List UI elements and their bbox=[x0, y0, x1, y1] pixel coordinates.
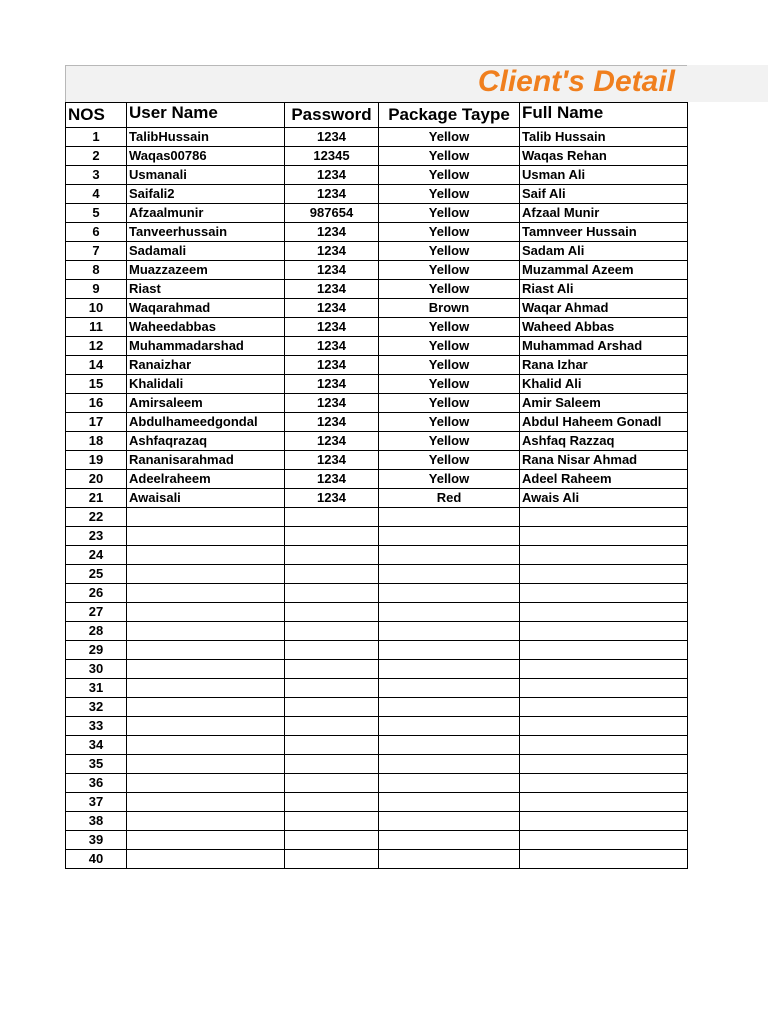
table-row bbox=[66, 660, 688, 679]
table-row bbox=[66, 128, 688, 147]
row-number: 10 bbox=[66, 299, 127, 318]
table-row bbox=[66, 261, 688, 280]
row-number: 40 bbox=[66, 850, 127, 869]
user-name-cell: TalibHussain bbox=[127, 128, 285, 147]
user-name-cell bbox=[127, 679, 285, 698]
full-name-cell: Sadam Ali bbox=[520, 242, 688, 261]
user-name-cell: Sadamali bbox=[127, 242, 285, 261]
package-type-cell: Yellow bbox=[379, 185, 520, 204]
table-row bbox=[66, 831, 688, 850]
package-type-cell bbox=[379, 584, 520, 603]
full-name-cell: Waqas Rehan bbox=[520, 147, 688, 166]
user-name-cell bbox=[127, 527, 285, 546]
table-row bbox=[66, 242, 688, 261]
user-name-cell: Adeelraheem bbox=[127, 470, 285, 489]
table-row bbox=[66, 166, 688, 185]
full-name-cell: Waqar Ahmad bbox=[520, 299, 688, 318]
password-cell bbox=[285, 508, 379, 527]
title-bar-extension bbox=[687, 65, 768, 102]
table-row bbox=[66, 584, 688, 603]
table-row bbox=[66, 812, 688, 831]
package-type-cell: Yellow bbox=[379, 432, 520, 451]
user-name-cell: Saifali2 bbox=[127, 185, 285, 204]
package-type-cell bbox=[379, 527, 520, 546]
header-row bbox=[66, 103, 688, 128]
row-number: 9 bbox=[66, 280, 127, 299]
password-cell: 1234 bbox=[285, 223, 379, 242]
row-number: 1 bbox=[66, 128, 127, 147]
user-name-cell: Amirsaleem bbox=[127, 394, 285, 413]
password-cell: 1234 bbox=[285, 394, 379, 413]
password-cell: 1234 bbox=[285, 166, 379, 185]
password-cell: 1234 bbox=[285, 242, 379, 261]
full-name-cell: Amir Saleem bbox=[520, 394, 688, 413]
full-name-cell bbox=[520, 546, 688, 565]
package-type-cell: Yellow bbox=[379, 147, 520, 166]
password-cell: 987654 bbox=[285, 204, 379, 223]
full-name-cell bbox=[520, 527, 688, 546]
table-row bbox=[66, 793, 688, 812]
password-cell: 12345 bbox=[285, 147, 379, 166]
full-name-cell bbox=[520, 603, 688, 622]
row-number: 38 bbox=[66, 812, 127, 831]
user-name-cell: Tanveerhussain bbox=[127, 223, 285, 242]
full-name-cell bbox=[520, 812, 688, 831]
package-type-cell bbox=[379, 641, 520, 660]
row-number: 34 bbox=[66, 736, 127, 755]
table-row bbox=[66, 755, 688, 774]
row-number: 18 bbox=[66, 432, 127, 451]
full-name-cell bbox=[520, 508, 688, 527]
package-type-cell: Yellow bbox=[379, 337, 520, 356]
full-name-cell bbox=[520, 774, 688, 793]
package-type-cell bbox=[379, 717, 520, 736]
table-row bbox=[66, 204, 688, 223]
package-type-cell: Yellow bbox=[379, 166, 520, 185]
full-name-cell bbox=[520, 717, 688, 736]
full-name-cell bbox=[520, 793, 688, 812]
row-number: 23 bbox=[66, 527, 127, 546]
password-cell bbox=[285, 736, 379, 755]
row-number: 21 bbox=[66, 489, 127, 508]
row-number: 27 bbox=[66, 603, 127, 622]
full-name-cell bbox=[520, 565, 688, 584]
user-name-cell bbox=[127, 622, 285, 641]
table-row bbox=[66, 375, 688, 394]
user-name-cell: Waqarahmad bbox=[127, 299, 285, 318]
user-name-cell bbox=[127, 736, 285, 755]
row-number: 33 bbox=[66, 717, 127, 736]
password-cell bbox=[285, 717, 379, 736]
password-cell bbox=[285, 565, 379, 584]
row-number: 30 bbox=[66, 660, 127, 679]
table-row bbox=[66, 603, 688, 622]
password-cell bbox=[285, 641, 379, 660]
row-number: 7 bbox=[66, 242, 127, 261]
row-number: 37 bbox=[66, 793, 127, 812]
full-name-cell: Abdul Haheem Gonadl bbox=[520, 413, 688, 432]
package-type-cell bbox=[379, 679, 520, 698]
password-cell bbox=[285, 622, 379, 641]
password-cell: 1234 bbox=[285, 451, 379, 470]
user-name-cell: Abdulhameedgondal bbox=[127, 413, 285, 432]
password-cell: 1234 bbox=[285, 375, 379, 394]
user-name-cell bbox=[127, 850, 285, 869]
user-name-cell: Waqas00786 bbox=[127, 147, 285, 166]
full-name-cell: Muhammad Arshad bbox=[520, 337, 688, 356]
package-type-cell bbox=[379, 603, 520, 622]
table-row bbox=[66, 717, 688, 736]
clients-table bbox=[65, 102, 688, 869]
row-number: 39 bbox=[66, 831, 127, 850]
table-row bbox=[66, 299, 688, 318]
package-type-cell: Yellow bbox=[379, 204, 520, 223]
full-name-cell: Waheed Abbas bbox=[520, 318, 688, 337]
package-type-cell: Brown bbox=[379, 299, 520, 318]
table-row bbox=[66, 337, 688, 356]
user-name-cell: Awaisali bbox=[127, 489, 285, 508]
row-number: 20 bbox=[66, 470, 127, 489]
full-name-cell bbox=[520, 831, 688, 850]
password-cell: 1234 bbox=[285, 299, 379, 318]
package-type-cell: Red bbox=[379, 489, 520, 508]
user-name-cell: Khalidali bbox=[127, 375, 285, 394]
full-name-cell bbox=[520, 736, 688, 755]
package-type-cell: Yellow bbox=[379, 261, 520, 280]
user-name-cell bbox=[127, 584, 285, 603]
package-type-cell bbox=[379, 755, 520, 774]
package-type-cell bbox=[379, 660, 520, 679]
package-type-cell: Yellow bbox=[379, 470, 520, 489]
user-name-cell bbox=[127, 641, 285, 660]
user-name-cell bbox=[127, 546, 285, 565]
full-name-cell: Talib Hussain bbox=[520, 128, 688, 147]
table-row bbox=[66, 736, 688, 755]
full-name-cell: Awais Ali bbox=[520, 489, 688, 508]
row-number: 28 bbox=[66, 622, 127, 641]
table-row bbox=[66, 394, 688, 413]
user-name-cell bbox=[127, 831, 285, 850]
user-name-cell: Usmanali bbox=[127, 166, 285, 185]
row-number: 3 bbox=[66, 166, 127, 185]
password-cell bbox=[285, 793, 379, 812]
user-name-cell: Muazzazeem bbox=[127, 261, 285, 280]
user-name-cell bbox=[127, 565, 285, 584]
row-number: 2 bbox=[66, 147, 127, 166]
full-name-cell: Adeel Raheem bbox=[520, 470, 688, 489]
package-type-cell: Yellow bbox=[379, 375, 520, 394]
row-number: 36 bbox=[66, 774, 127, 793]
package-type-cell: Yellow bbox=[379, 128, 520, 147]
full-name-cell: Riast Ali bbox=[520, 280, 688, 299]
password-cell: 1234 bbox=[285, 318, 379, 337]
user-name-cell: Afzaalmunir bbox=[127, 204, 285, 223]
full-name-cell bbox=[520, 660, 688, 679]
table-row bbox=[66, 508, 688, 527]
table-row bbox=[66, 565, 688, 584]
package-type-cell bbox=[379, 622, 520, 641]
full-name-cell: Saif Ali bbox=[520, 185, 688, 204]
full-name-cell bbox=[520, 698, 688, 717]
title-bar bbox=[65, 65, 687, 102]
row-number: 17 bbox=[66, 413, 127, 432]
row-number: 35 bbox=[66, 755, 127, 774]
user-name-cell: Ashfaqrazaq bbox=[127, 432, 285, 451]
package-type-cell bbox=[379, 546, 520, 565]
row-number: 4 bbox=[66, 185, 127, 204]
password-cell bbox=[285, 774, 379, 793]
package-type-cell: Yellow bbox=[379, 356, 520, 375]
table-row bbox=[66, 546, 688, 565]
full-name-cell: Tamnveer Hussain bbox=[520, 223, 688, 242]
table-row bbox=[66, 280, 688, 299]
row-number: 14 bbox=[66, 356, 127, 375]
row-number: 6 bbox=[66, 223, 127, 242]
row-number: 5 bbox=[66, 204, 127, 223]
full-name-cell: Afzaal Munir bbox=[520, 204, 688, 223]
table-row bbox=[66, 622, 688, 641]
package-type-cell: Yellow bbox=[379, 394, 520, 413]
package-type-cell bbox=[379, 698, 520, 717]
user-name-cell: Muhammadarshad bbox=[127, 337, 285, 356]
full-name-cell bbox=[520, 679, 688, 698]
user-name-cell bbox=[127, 755, 285, 774]
full-name-cell: Rana Izhar bbox=[520, 356, 688, 375]
password-cell: 1234 bbox=[285, 185, 379, 204]
user-name-cell bbox=[127, 793, 285, 812]
row-number: 24 bbox=[66, 546, 127, 565]
password-cell bbox=[285, 527, 379, 546]
table-row bbox=[66, 432, 688, 451]
table-row bbox=[66, 147, 688, 166]
password-cell bbox=[285, 755, 379, 774]
password-cell: 1234 bbox=[285, 128, 379, 147]
row-number: 8 bbox=[66, 261, 127, 280]
full-name-cell bbox=[520, 850, 688, 869]
password-cell: 1234 bbox=[285, 489, 379, 508]
table-row bbox=[66, 413, 688, 432]
table-row bbox=[66, 679, 688, 698]
package-type-cell: Yellow bbox=[379, 413, 520, 432]
row-number: 19 bbox=[66, 451, 127, 470]
user-name-cell bbox=[127, 603, 285, 622]
user-name-cell bbox=[127, 508, 285, 527]
row-number: 22 bbox=[66, 508, 127, 527]
package-type-cell bbox=[379, 831, 520, 850]
package-type-cell bbox=[379, 793, 520, 812]
full-name-cell: Rana Nisar Ahmad bbox=[520, 451, 688, 470]
row-number: 26 bbox=[66, 584, 127, 603]
user-name-cell: Rananisarahmad bbox=[127, 451, 285, 470]
package-type-cell bbox=[379, 812, 520, 831]
user-name-cell bbox=[127, 812, 285, 831]
password-cell bbox=[285, 850, 379, 869]
row-number: 11 bbox=[66, 318, 127, 337]
user-name-cell bbox=[127, 717, 285, 736]
table-row bbox=[66, 698, 688, 717]
table-row bbox=[66, 451, 688, 470]
row-number: 15 bbox=[66, 375, 127, 394]
package-type-cell: Yellow bbox=[379, 223, 520, 242]
table-row bbox=[66, 774, 688, 793]
package-type-cell bbox=[379, 850, 520, 869]
table-row bbox=[66, 489, 688, 508]
password-cell bbox=[285, 831, 379, 850]
password-cell: 1234 bbox=[285, 337, 379, 356]
row-number: 12 bbox=[66, 337, 127, 356]
password-cell: 1234 bbox=[285, 261, 379, 280]
package-type-cell bbox=[379, 565, 520, 584]
package-type-cell bbox=[379, 508, 520, 527]
password-cell: 1234 bbox=[285, 413, 379, 432]
package-type-cell bbox=[379, 736, 520, 755]
password-cell bbox=[285, 603, 379, 622]
table-row bbox=[66, 470, 688, 489]
password-cell bbox=[285, 698, 379, 717]
full-name-cell bbox=[520, 755, 688, 774]
password-cell bbox=[285, 584, 379, 603]
table-row bbox=[66, 185, 688, 204]
table-row bbox=[66, 850, 688, 869]
password-cell: 1234 bbox=[285, 470, 379, 489]
row-number: 16 bbox=[66, 394, 127, 413]
full-name-cell bbox=[520, 641, 688, 660]
package-type-cell: Yellow bbox=[379, 318, 520, 337]
page-title: Client's Detail bbox=[477, 65, 675, 98]
package-type-cell: Yellow bbox=[379, 280, 520, 299]
full-name-cell: Ashfaq Razzaq bbox=[520, 432, 688, 451]
table-row bbox=[66, 318, 688, 337]
user-name-cell: Waheedabbas bbox=[127, 318, 285, 337]
user-name-cell: Riast bbox=[127, 280, 285, 299]
column-header-password: Password bbox=[285, 103, 379, 128]
package-type-cell bbox=[379, 774, 520, 793]
password-cell: 1234 bbox=[285, 280, 379, 299]
full-name-cell: Khalid Ali bbox=[520, 375, 688, 394]
password-cell bbox=[285, 812, 379, 831]
password-cell bbox=[285, 546, 379, 565]
user-name-cell bbox=[127, 698, 285, 717]
user-name-cell: Ranaizhar bbox=[127, 356, 285, 375]
row-number: 29 bbox=[66, 641, 127, 660]
column-header-package-type: Package Taype bbox=[379, 103, 520, 128]
package-type-cell: Yellow bbox=[379, 451, 520, 470]
row-number: 31 bbox=[66, 679, 127, 698]
row-number: 25 bbox=[66, 565, 127, 584]
password-cell: 1234 bbox=[285, 432, 379, 451]
row-number: 32 bbox=[66, 698, 127, 717]
user-name-cell bbox=[127, 660, 285, 679]
user-name-cell bbox=[127, 774, 285, 793]
full-name-cell bbox=[520, 622, 688, 641]
full-name-cell: Muzammal Azeem bbox=[520, 261, 688, 280]
table-row bbox=[66, 641, 688, 660]
full-name-cell bbox=[520, 584, 688, 603]
table-row bbox=[66, 527, 688, 546]
table-row bbox=[66, 356, 688, 375]
column-header-nos: NOS bbox=[66, 103, 127, 128]
package-type-cell: Yellow bbox=[379, 242, 520, 261]
password-cell: 1234 bbox=[285, 356, 379, 375]
column-header-user-name: User Name bbox=[127, 103, 285, 128]
table-row bbox=[66, 223, 688, 242]
full-name-cell: Usman Ali bbox=[520, 166, 688, 185]
password-cell bbox=[285, 660, 379, 679]
column-header-full-name: Full Name bbox=[520, 103, 688, 128]
password-cell bbox=[285, 679, 379, 698]
